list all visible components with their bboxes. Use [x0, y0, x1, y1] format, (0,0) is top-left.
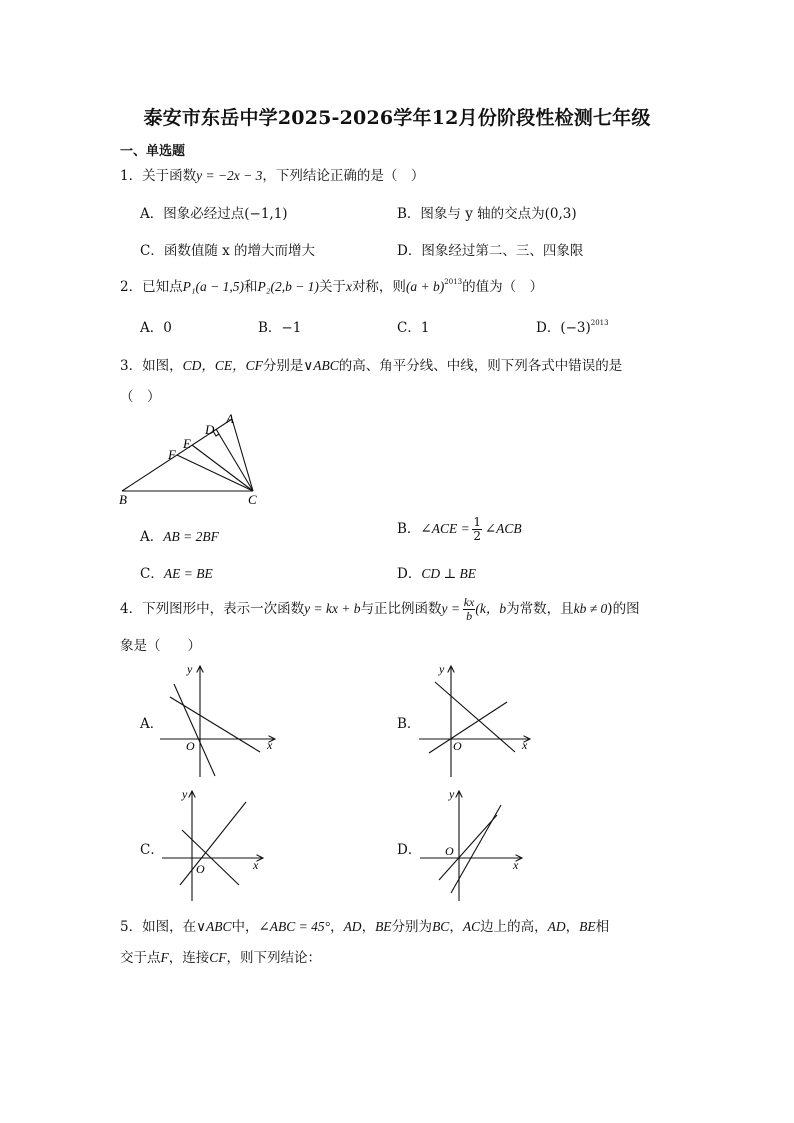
q3-text-a: 3．如图， [120, 358, 183, 374]
q4-option-c[interactable]: C． [140, 842, 164, 858]
q2-option-c[interactable]: C．1 [397, 320, 430, 336]
q3-option-b-math1: ∠ACE = [420, 521, 470, 536]
q3-stem-line2: （ ） [120, 389, 161, 405]
question-1-stem [120, 164, 424, 184]
q2-point-p1: P₁(a − 1,5) [182, 279, 245, 294]
q5-text-i: ，则下列结论： [226, 950, 322, 966]
q2-option-d-text: D．(−3) [536, 320, 591, 336]
origin-label: O [186, 739, 195, 753]
axis-y-label: y [182, 787, 188, 801]
fraction-denominator: 2 [473, 529, 482, 543]
q5-be-2: BE [579, 919, 596, 934]
axis-x-label: x [513, 858, 519, 872]
q5-be: BE [375, 919, 392, 934]
question-5-stem [120, 915, 609, 935]
q2-text-b: 关于 [318, 279, 346, 295]
q1-suffix: ，下列结论正确的是（ ） [262, 168, 425, 184]
q2-option-d-exp: 2013 [590, 319, 609, 327]
q5-triangle: ∨ABC [196, 919, 232, 934]
axis-y-label: y [187, 662, 193, 676]
q3-option-b-label: B． [397, 521, 421, 537]
q3-option-d-label: D． [397, 566, 422, 582]
axis-y-label: y [439, 662, 445, 676]
q5-text-g: 交于点 [120, 950, 161, 966]
q2-expression: (a + b) [405, 279, 445, 294]
q4-proportional-prefix: y = [441, 601, 461, 616]
q3-option-c[interactable] [140, 562, 213, 582]
q3-text-b: 分别是 [262, 358, 304, 374]
q5-text-e: 边上的高， [480, 919, 548, 935]
q2-text-c: 对称，则 [351, 279, 406, 295]
q2-option-b[interactable]: B．−1 [258, 320, 302, 336]
q4-text-c: 为常数，且 [506, 601, 574, 617]
q3-option-a[interactable] [140, 525, 219, 545]
line-1 [174, 684, 215, 776]
q5-ad: AD [343, 919, 362, 934]
q5-angle: ∠ABC = 45° [258, 919, 331, 934]
q1-option-b[interactable]: B．图象与 y 轴的交点为(0,3) [397, 206, 577, 222]
q5-text-a: 5．如图，在 [120, 919, 197, 935]
q3-option-b-fraction [472, 516, 482, 543]
q2-text-a: 2．已知点 [120, 279, 183, 295]
q4-text-b: 与正比例函数 [360, 601, 442, 617]
q4-proportional-fraction [463, 596, 476, 623]
label-c: C [248, 492, 257, 507]
page-title: 泰安市东岳中学2025-2026学年12月份阶段性检测七年级 [143, 107, 651, 129]
origin-label: O [445, 844, 454, 858]
q3-option-a-label: A． [140, 529, 164, 545]
q2-text-and: 和 [244, 279, 258, 295]
q3-triangle: ∨ABC [303, 358, 339, 373]
label-e: E [183, 436, 191, 451]
origin-label: O [453, 739, 462, 753]
q5-comma: ， [361, 919, 376, 935]
q3-segments: CD，CE，CF [182, 358, 263, 373]
segment-ce [192, 445, 253, 491]
question-2-stem [120, 275, 543, 295]
q3-option-b-math2: ∠ACB [484, 521, 522, 536]
fraction-numerator: 1 [473, 515, 482, 529]
q2-option-a[interactable]: A．0 [140, 320, 172, 336]
label-d: D [205, 422, 215, 437]
line-1 [180, 802, 246, 885]
q3-option-c-math: AE = BE [163, 566, 213, 581]
section-heading: 一、单选题 [120, 144, 186, 159]
segment-ac [232, 419, 253, 491]
q5-text-b: 中， [231, 919, 259, 935]
q3-triangle-figure [110, 405, 280, 510]
q4-params: (k，b [475, 601, 507, 616]
q3-option-b[interactable] [397, 516, 522, 543]
label-b: B [119, 492, 127, 507]
question-4-stem [120, 596, 640, 623]
q5-cf: CF [209, 950, 227, 965]
q4-graph-a [160, 660, 285, 782]
q4-graph-d [415, 785, 530, 905]
segment-cf [177, 455, 253, 491]
q5-ad-2: AD [547, 919, 566, 934]
axis-y-label: y [449, 787, 455, 801]
q5-comma-3: ， [565, 919, 580, 935]
q3-option-d-math: CD ⊥ BE [421, 566, 477, 581]
q5-bc: BC [432, 919, 450, 934]
axis-x-label: x [267, 738, 273, 752]
q3-text-c: 的高、角平分线、中线，则下列各式中错误的是 [338, 358, 623, 374]
q2-option-d[interactable] [536, 316, 609, 336]
q5-text-f: 相 [595, 919, 610, 935]
q5-ac: AC [462, 919, 481, 934]
label-f: F [168, 447, 176, 462]
q4-condition: kb ≠ 0 [573, 601, 608, 616]
q2-point-p2: P₂(2,b − 1) [257, 279, 319, 294]
axis-x-label: x [522, 738, 528, 752]
fraction-numerator: kx [463, 595, 475, 609]
q2-text-d: 的值为（ ） [462, 279, 544, 295]
q4-option-d[interactable]: D． [397, 842, 422, 858]
q5-point-f: F [160, 950, 169, 965]
q3-option-a-math: AB = 2BF [163, 529, 219, 544]
q4-graph-b [415, 660, 540, 782]
line-2 [429, 702, 507, 753]
q5-comma-2: ， [449, 919, 463, 935]
q1-option-c[interactable]: C．函数值随 x 的增大而增大 [140, 243, 316, 259]
question-3-stem [120, 354, 622, 374]
axis-x-label: x [253, 858, 259, 872]
origin-label: O [196, 862, 205, 876]
q5-text-h: ，连接 [168, 950, 210, 966]
q4-linear-function: y = kx + b [304, 601, 361, 616]
q4-option-b[interactable]: B． [397, 716, 421, 732]
q4-graph-c [160, 785, 270, 905]
q1-prefix: 1．关于函数 [120, 168, 197, 184]
q3-option-d[interactable] [397, 562, 476, 582]
q4-option-a[interactable]: A． [140, 716, 164, 732]
q4-stem-line2: 象是（ ） [120, 638, 201, 654]
q4-text-d: )的图 [607, 601, 640, 617]
label-a: A [226, 411, 234, 426]
fraction-denominator: b [466, 609, 473, 623]
line-2 [170, 697, 260, 752]
q1-option-d[interactable]: D．图象经过第二、三、四象限 [397, 243, 584, 259]
q5-stem-line2 [120, 946, 321, 966]
q5-text-d: 分别为 [391, 919, 433, 935]
q5-text-c: ， [330, 919, 344, 935]
q3-option-c-label: C． [140, 566, 164, 582]
q1-formula: y = −2x − 3 [196, 168, 263, 183]
q4-text-a: 4．下列图形中，表示一次函数 [120, 601, 305, 617]
q2-x-var: x [345, 279, 352, 294]
q2-exponent: 2013 [444, 278, 463, 286]
q1-option-a[interactable]: A．图象必经过点(−1,1) [140, 206, 288, 222]
